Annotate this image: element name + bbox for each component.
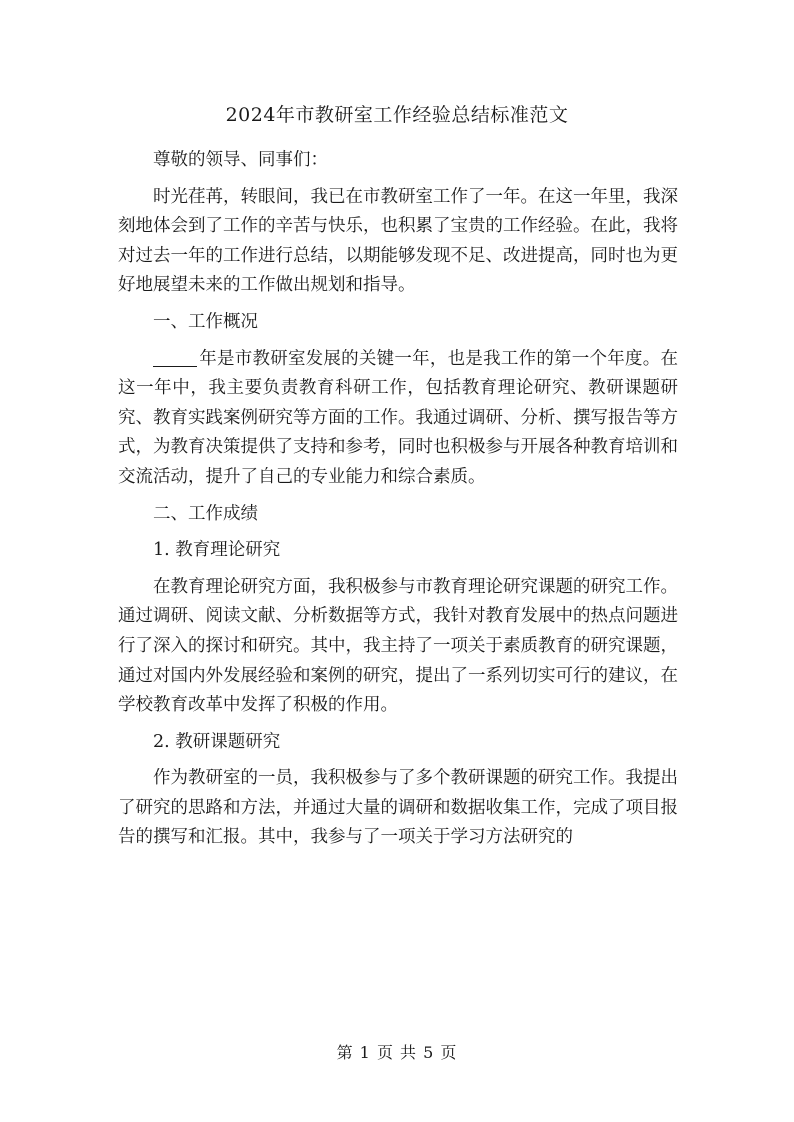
year-blank-line — [153, 348, 197, 367]
subsection-heading-research: 2. 教研课题研究 — [153, 731, 281, 752]
section-heading-overview: 一、工作概况 — [153, 311, 258, 332]
research-paragraph: 作为教研室的一员，我积极参与了多个教研课题的研究工作。我提出了研究的思路和方法，并通过大量的调研和数据收集工作，完成了项目报告的撰写和汇报。其中，我参与了一项关于学习方法研究的 — [118, 768, 678, 848]
intro-paragraph: 时光荏苒，转眼间，我已在市教研室工作了一年。在这一年里，我深刻地体会到了工作的辛苦与快乐，也积累了宝贵的工作经验。在此，我将对过去一年的工作进行总结，以期能够发现不足、改进提高，同时也为更好地展望未来的工作做出规划和指导。 — [118, 186, 678, 296]
subsection-heading-theory: 1. 教育理论研究 — [153, 540, 281, 561]
page-number-footer: 第 1 页 共 5 页 — [336, 1043, 458, 1062]
greeting-paragraph: 尊敬的领导、同事们： — [153, 150, 328, 170]
theory-paragraph: 在教育理论研究方面，我积极参与市教育理论研究课题的研究工作。通过调研、阅读文献、分析数据等方式，我针对教育发展中的热点问题进行了深入的探讨和研究。其中，我主持了一项关于素质教育的研究课题，通过对国内外发展经验和案例的研究，提出了一系列切实可行的建议，在学校教育改革中发挥了积极的作用。 — [118, 576, 678, 716]
page-title: 2024年市教研室工作经验总结标准范文 — [225, 104, 569, 126]
overview-paragraph-text: 年是市教研室发展的关键一年，也是我工作的第一个年度。在这一年中，我主要负责教育科研工作，包括教育理论研究、教研课题研究、教育实践案例研究等方面的工作。我通过调研、分析、撰写报告等方式，为教育决策提供了支持和参考，同时也积极参与开展各种教育培训和交流活动，提升了自己的专业能力和综合素质。 — [118, 348, 678, 487]
section-heading-achievements: 二、工作成绩 — [153, 503, 258, 524]
document-body — [118, 146, 678, 853]
overview-paragraph — [118, 345, 678, 493]
